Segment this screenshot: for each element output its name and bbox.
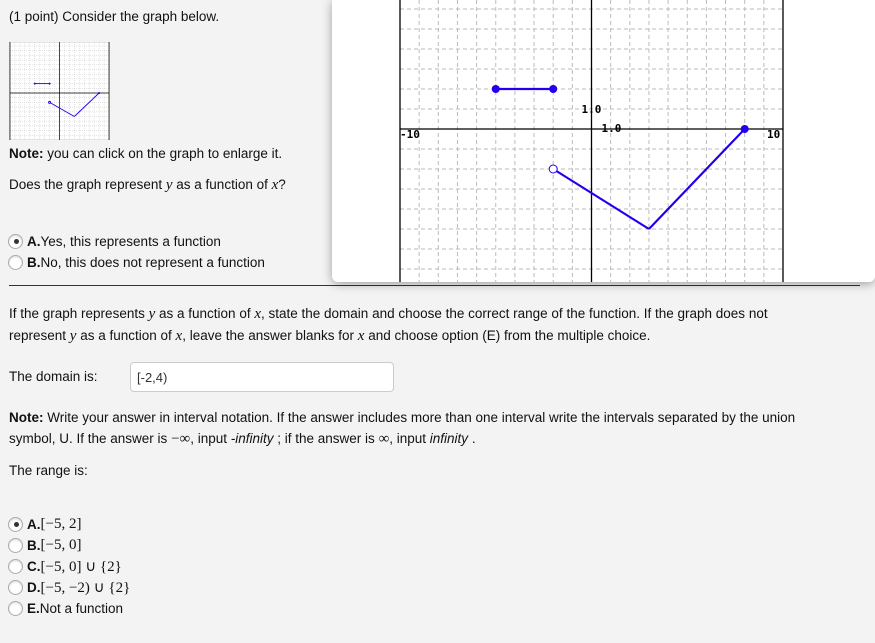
q2-option-a[interactable]: A. [−5, 2]: [8, 514, 81, 534]
graph-enlarged: [332, 0, 875, 282]
enlarge-note: Note: you can click on the graph to enlarge it.: [9, 146, 283, 161]
graph-segment: [553, 169, 649, 229]
radio-button[interactable]: [8, 559, 23, 574]
radio-button[interactable]: [8, 517, 23, 532]
closed-endpoint: [741, 125, 749, 133]
x-min-label: -10: [400, 128, 420, 141]
closed-endpoint: [34, 83, 36, 85]
radio-button[interactable]: [8, 580, 23, 595]
x-tick-label: 1.0: [601, 122, 622, 135]
q2-option-e[interactable]: E. Not a function: [8, 598, 123, 618]
problem-header: (1 point) Consider the graph below.: [9, 9, 220, 24]
range-label: The range is:: [9, 463, 88, 478]
radio-button[interactable]: [8, 601, 23, 616]
graph-segment: [649, 129, 745, 229]
closed-endpoint: [98, 92, 100, 94]
domain-instructions: If the graph represents y as a function of x, state the domain and choose the correct range of the function. If the graph does not represent y as a function of x, leave the answer blanks for x and choose option (E) from the multiple choice.: [9, 306, 768, 344]
x-max-label: 10: [767, 128, 781, 141]
radio-button[interactable]: [8, 255, 23, 270]
open-endpoint: [549, 165, 557, 173]
radio-button[interactable]: [8, 234, 23, 249]
radio-button[interactable]: [8, 538, 23, 553]
domain-label: The domain is:: [9, 369, 98, 384]
interval-note: Note: Write your answer in interval notation. If the answer includes more than one interval write the intervals separated by the union symbol, U. If the answer is −∞, input -infinity ; if the answer is ∞, input infinity .: [9, 410, 796, 447]
graph-thumbnail[interactable]: [9, 42, 110, 140]
y-tick-label: 1.0: [581, 103, 602, 116]
domain-input[interactable]: [130, 362, 394, 392]
q2-option-d[interactable]: D. [−5, −2) ∪ {2}: [8, 577, 130, 597]
function-question: Does the graph represent y as a function of x?: [9, 177, 286, 193]
open-endpoint: [49, 101, 51, 103]
closed-endpoint: [492, 85, 500, 93]
divider: [9, 285, 860, 286]
q2-option-b[interactable]: B. [−5, 0]: [8, 535, 81, 555]
closed-endpoint: [549, 85, 557, 93]
closed-endpoint: [49, 83, 51, 85]
enlarged-graph-popup[interactable]: [332, 0, 875, 282]
q1-option-a[interactable]: A. Yes, this represents a function: [8, 231, 221, 251]
q2-option-c[interactable]: C. [−5, 0] ∪ {2}: [8, 556, 122, 576]
q1-option-b[interactable]: B. No, this does not represent a function: [8, 252, 265, 272]
